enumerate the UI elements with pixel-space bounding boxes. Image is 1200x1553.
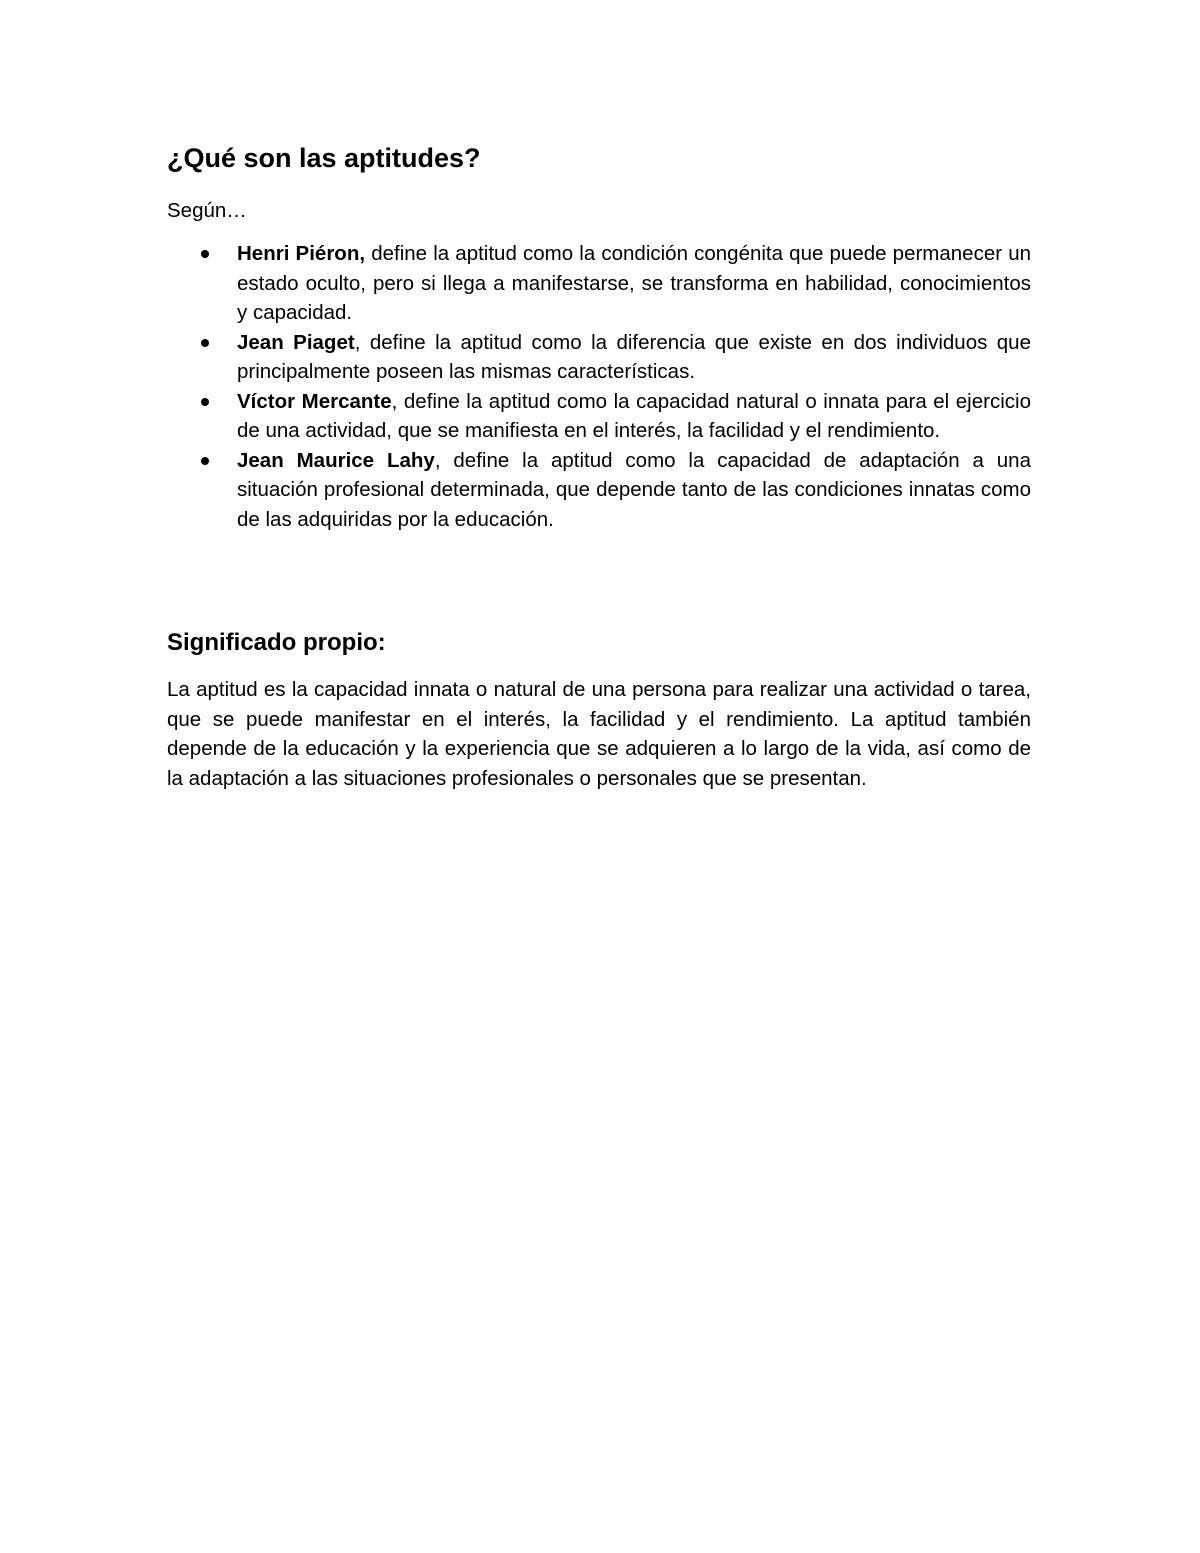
page-title: ¿Qué son las aptitudes? <box>167 143 481 173</box>
section-paragraph: La aptitud es la capacidad innata o natural de una persona para realizar una actividad o tarea, que se puede manifestar en el interés, la facilidad y el rendimiento. La aptitud también depende de la educación y la experiencia que se adquieren a lo largo de la vida, así como de la adaptación a las situaciones profesionales o personales que se presentan. <box>167 678 1031 790</box>
author-name: Jean Piaget <box>237 330 355 354</box>
bullet-icon <box>201 398 209 406</box>
list-item <box>167 328 1031 387</box>
definition-text: , define la aptitud como la diferencia que existe en dos individuos que principalmente poseen las mismas características. <box>237 330 1031 383</box>
list-item <box>167 239 1031 328</box>
bullet-icon <box>201 250 209 258</box>
bullet-icon <box>201 457 209 465</box>
bullet-icon <box>201 339 209 347</box>
author-name: Víctor Mercante <box>237 389 392 413</box>
list-item <box>167 446 1031 535</box>
definitions-list <box>167 239 1031 534</box>
definition-text: define la aptitud como la condición congénita que puede permanecer un estado oculto, pero si llega a manifestarse, se transforma en habilidad, conocimientos y capacidad. <box>237 242 1032 324</box>
author-name: Henri Piéron, <box>237 242 366 265</box>
section-title: Significado propio: <box>167 629 386 656</box>
definition-text: , define la aptitud como la capacidad de adaptación a una situación profesional determinada, que depende tanto de las condiciones innatas como de las adquiridas por la educación. <box>237 448 1031 531</box>
author-name: Jean Maurice Lahy <box>237 448 435 472</box>
definition-text: , define la aptitud como la capacidad natural o innata para el ejercicio de una actividad, que se manifiesta en el interés, la facilidad y el rendimiento. <box>237 389 1031 442</box>
intro-text: Según… <box>167 199 247 222</box>
list-item <box>167 387 1031 446</box>
